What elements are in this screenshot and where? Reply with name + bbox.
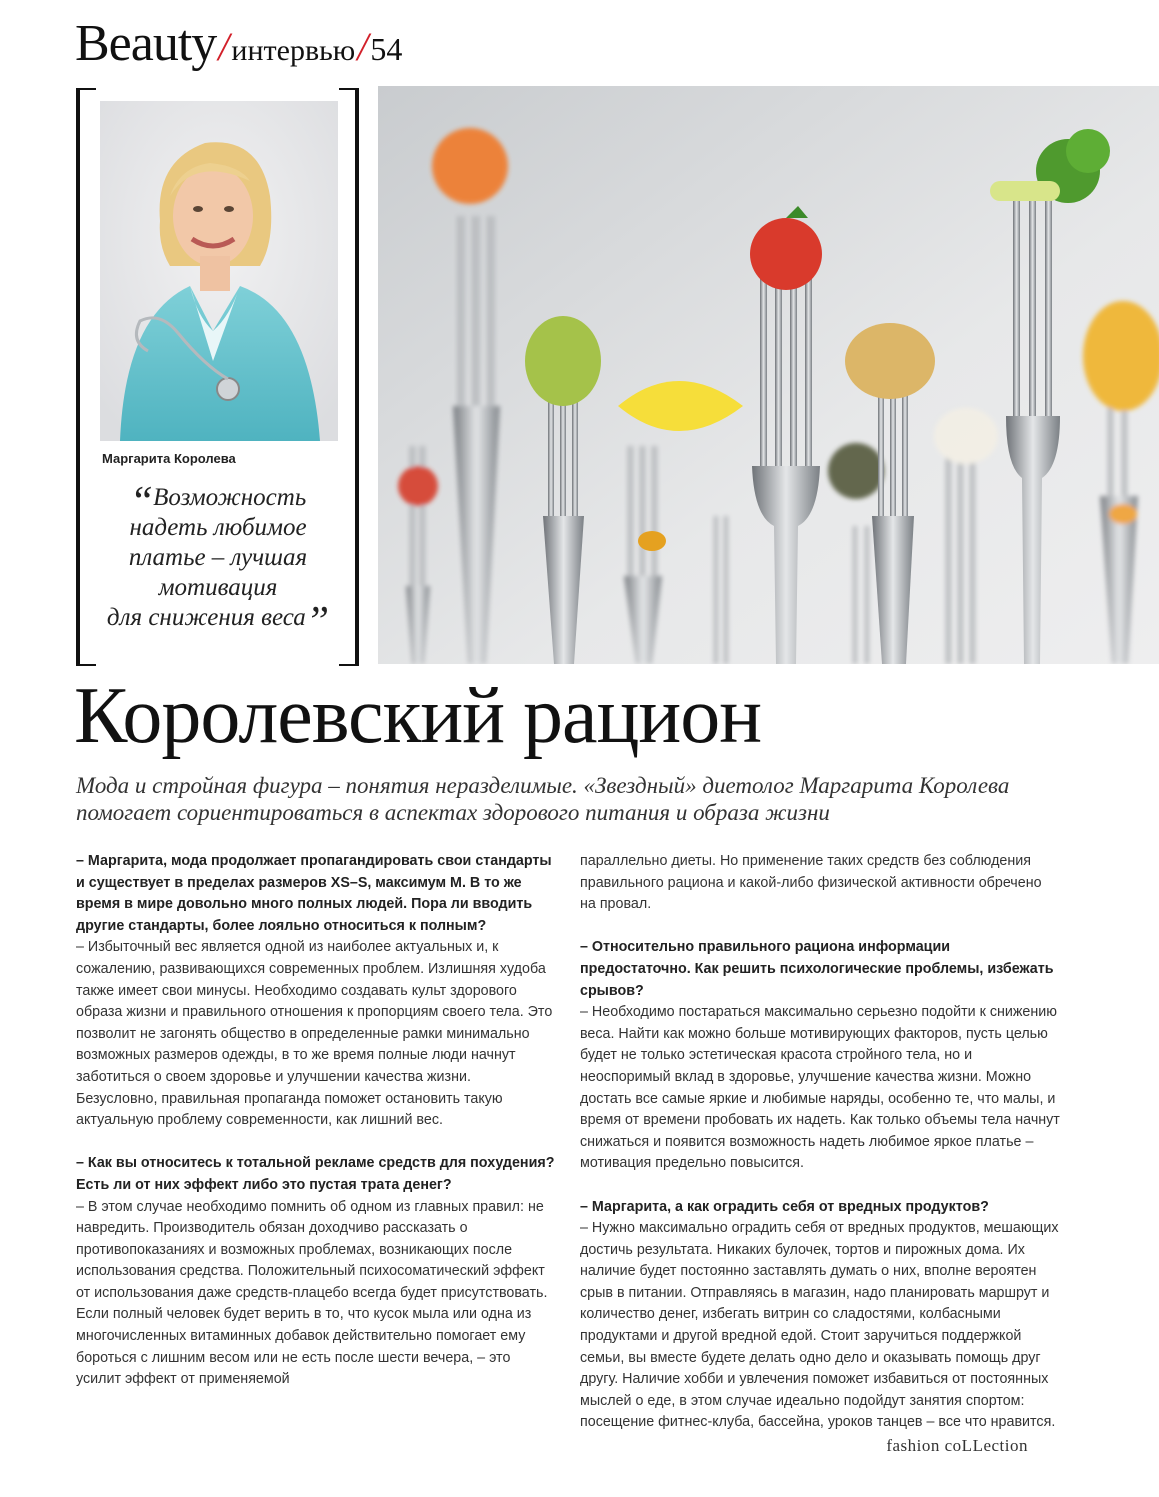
header-separator: / xyxy=(357,24,369,69)
quote-open-mark: “ xyxy=(129,479,154,525)
interview-answer: параллельно диеты. Но применение таких средств без соблюдения правильного рациона и какой-либо физической активности обречено на провал. xyxy=(580,853,1042,913)
quote-line: мотивация xyxy=(158,574,278,601)
article-column-left xyxy=(76,851,556,1391)
interview-question: – Относительно правильного рациона информации предостаточно. Как решить психологические проблемы, избежать срывов? xyxy=(580,939,1054,999)
interview-answer: – Избыточный вес является одной из наиболее актуальных и, к сожалению, развивающихся современных проблем. Излишняя худоба также имеет свои минусы. Необходимо создавать культ здорового образа жизни и правильного отношения к пропорциям своего тела. Это позволит не загонять общество в определенные рамки минимально возможных размеров одежды, в то же время полные люди начнут заботиться о своем здоровье и улучшении качества жизни. Безусловно, правильная пропаганда поможет остановить такую актуальную проблему современности, как лишний вес. xyxy=(76,939,553,1129)
interview-block xyxy=(76,1153,556,1391)
interview-block xyxy=(580,1197,1060,1435)
quote-line: Возможность xyxy=(153,484,307,511)
interview-block xyxy=(76,851,556,1132)
interview-question: – Маргарита, мода продолжает пропагандировать свои стандарты и существует в пределах размеров XS–S, максимум M. В то же время в мире довольно много полных людей. Пора ли вводить другие стандарты, более лояльно относиться к полным? xyxy=(76,853,552,934)
header-separator: / xyxy=(218,24,230,69)
portrait-illustration xyxy=(100,101,338,441)
interview-question: – Маргарита, а как оградить себя от вредных продуктов? xyxy=(580,1198,989,1215)
interview-answer: – Необходимо постараться максимально серьезно подойти к снижению веса. Найти как можно больше мотивирующих факторов, пусть целью будет не только эстетическая красота стройного тела, но и неоспоримый вклад в здоровье, улучшение качества жизни. Можно достать все самые яркие и любимые наряды, особенно те, что малы, и время от времени пробовать их надеть. Как только объемы тела начнут снижаться и появится возможность надеть любимое яркое платье – мотивация предельно повысится. xyxy=(580,1004,1060,1172)
interview-block xyxy=(580,937,1060,1175)
subsection-title: интервью xyxy=(231,34,356,67)
page-number: 54 xyxy=(370,31,403,67)
magazine-brand: fashion coLLection xyxy=(886,1436,1028,1455)
pull-quote xyxy=(84,479,352,645)
food-forks-photo xyxy=(378,86,1159,664)
quote-line: для снижения веса xyxy=(106,604,306,631)
interview-answer: – В этом случае необходимо помнить об одном из главных правил: не навредить. Производитель обязан доходчиво рассказать о противопоказаниях и возможных проблемах, возникающих после использования средства. Положительный психосоматический эффект от использования даже средств-плацебо всегда будет присутствовать. Если полный человек будет верить в то, что кусок мыла или одна из многочисленных витаминных добавок действительно помогает ему бороться с лишним весом или не есть после шести вечера, – это усилит эффект от применяемой xyxy=(76,1198,548,1388)
article-lead: Мода и стройная фигура – понятия неразделимые. «Звездный» диетолог Маргарита Королева помогает сориентироваться в аспектах здорового питания и образа жизни xyxy=(76,773,1010,825)
portrait-photo xyxy=(100,101,338,441)
portrait-caption: Маргарита Королева xyxy=(102,451,236,466)
quote-line: платье – лучшая xyxy=(128,544,308,571)
section-title: Beauty xyxy=(75,15,217,72)
interview-answer: – Нужно максимально оградить себя от вредных продуктов, мешающих достичь результата. Никаких булочек, тортов и пирожных дома. Их наличие будет постоянно заставлять думать о них, вполне вероятен срыв в питании. Отправляясь в магазин, надо планировать маршрут и количество денег, избегать витрин со сладостями, колбасными продуктами и другой вредной едой. Стоит заручиться поддержкой семьи, вы вместе будете делать одно дело и оказывать помощь друг другу. Наличие хобби и увлечения поможет избавиться от постоянных мыслей о еде, в этом случае идеально подойдут занятия спортом: посещение фитнес-клуба, бассейна, уроков танцев – все что нравится. xyxy=(580,1220,1059,1431)
quote-line: надеть любимое xyxy=(129,514,307,541)
interview-block xyxy=(580,851,1060,916)
article-column-right xyxy=(580,851,1060,1434)
interview-question: – Как вы относитесь к тотальной рекламе средств для похудения? Есть ли от них эффект либо это пустая трата денег? xyxy=(76,1155,555,1193)
forks-illustration xyxy=(378,86,1159,664)
quote-close-mark: ” xyxy=(305,599,330,645)
page-header xyxy=(75,14,402,74)
article-title: Королевский рацион xyxy=(74,672,761,760)
